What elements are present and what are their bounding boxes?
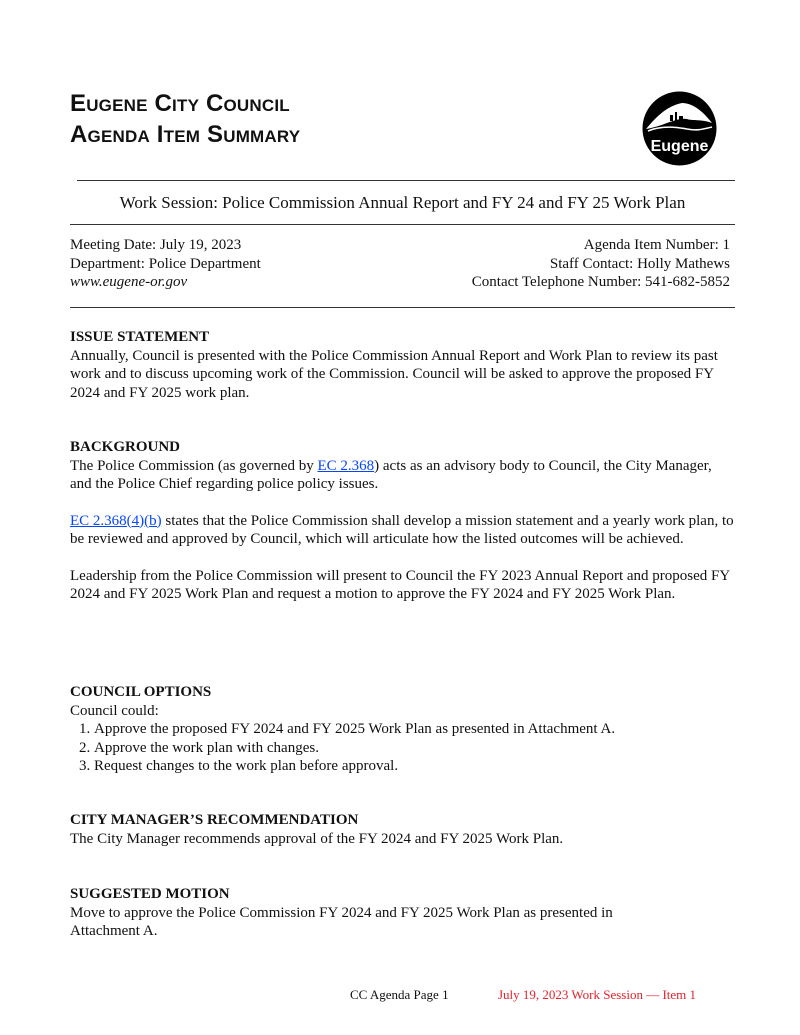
- footer-page-number: CC Agenda Page 1: [350, 987, 449, 1002]
- list-item: 3. Request changes to the work plan before approval.: [94, 757, 735, 776]
- text: ) acts as an advisory body to Council, the City Manager, and the Police Chief regarding police policy issues.: [70, 457, 712, 492]
- website: www.eugene-or.gov: [70, 274, 188, 290]
- issue-statement-section: [70, 328, 735, 402]
- council-options-section: [70, 683, 735, 776]
- department: Department: Police Department: [70, 255, 261, 272]
- ec-2-368-4b-link[interactable]: EC 2.368(4)(b): [70, 512, 162, 529]
- section-heading: CITY MANAGER’S RECOMMENDATION: [70, 812, 359, 828]
- section-heading: COUNCIL OPTIONS: [70, 684, 212, 700]
- staff-contact: Staff Contact: Holly Mathews: [549, 255, 730, 272]
- title-line-2: Agenda Item Summary: [70, 121, 301, 148]
- meta-block: [70, 236, 730, 292]
- background-section: [70, 438, 735, 604]
- section-text: Annually, Council is presented with the Police Commission Annual Report and Work Plan to review its past work and to discuss upcoming work of the Commission. Council will be asked to approve the proposed FY 2024 and FY 2025 work plan.: [70, 347, 718, 401]
- section-text: Move to approve the Police Commission FY 2024 and FY 2025 Work Plan as presented in Attachment A.: [70, 904, 613, 939]
- section-heading: SUGGESTED MOTION: [70, 886, 230, 902]
- agenda-item-number: Agenda Item Number: 1: [583, 237, 730, 253]
- section-heading: ISSUE STATEMENT: [70, 329, 210, 345]
- footer-session: July 19, 2023 Work Session — Item 1: [498, 987, 697, 1002]
- eugene-logo: [642, 91, 717, 166]
- subtitle: Work Session: Police Commission Annual Report and FY 24 and FY 25 Work Plan: [119, 193, 686, 212]
- paragraph: Leadership from the Police Commission will present to Council the FY 2023 Annual Report and proposed FY 2024 and FY 2025 Work Plan and request a motion to approve the FY 2024 and FY 2025 Work Plan.: [70, 567, 730, 602]
- title-line-1: Eugene City Council: [70, 90, 290, 117]
- divider: [70, 224, 735, 225]
- contact-phone: Contact Telephone Number: 541-682-5852: [471, 274, 730, 290]
- meeting-date: Meeting Date: July 19, 2023: [70, 237, 242, 253]
- options-list: [70, 720, 735, 776]
- logo-text: Eugene: [650, 138, 709, 155]
- section-heading: BACKGROUND: [70, 439, 181, 455]
- paragraph: [70, 512, 735, 549]
- text: states that the Police Commission shall develop a mission statement and a yearly work plan, to be reviewed and approved by Council, which will articulate how the listed outcomes will be achieved.: [70, 512, 734, 547]
- section-text: The City Manager recommends approval of the FY 2024 and FY 2025 Work Plan.: [70, 830, 564, 847]
- divider: [70, 307, 735, 308]
- recommendation-section: [70, 811, 735, 848]
- options-intro: Council could:: [70, 702, 159, 719]
- text: The Police Commission (as governed by: [70, 457, 318, 474]
- paragraph: [70, 457, 735, 494]
- suggested-motion-section: [70, 885, 680, 941]
- divider: [77, 180, 735, 181]
- list-item: 1. Approve the proposed FY 2024 and FY 2025 Work Plan as presented in Attachment A.: [94, 720, 735, 739]
- list-item: 2. Approve the work plan with changes.: [94, 739, 735, 758]
- ec-2-368-link[interactable]: EC 2.368: [317, 457, 375, 474]
